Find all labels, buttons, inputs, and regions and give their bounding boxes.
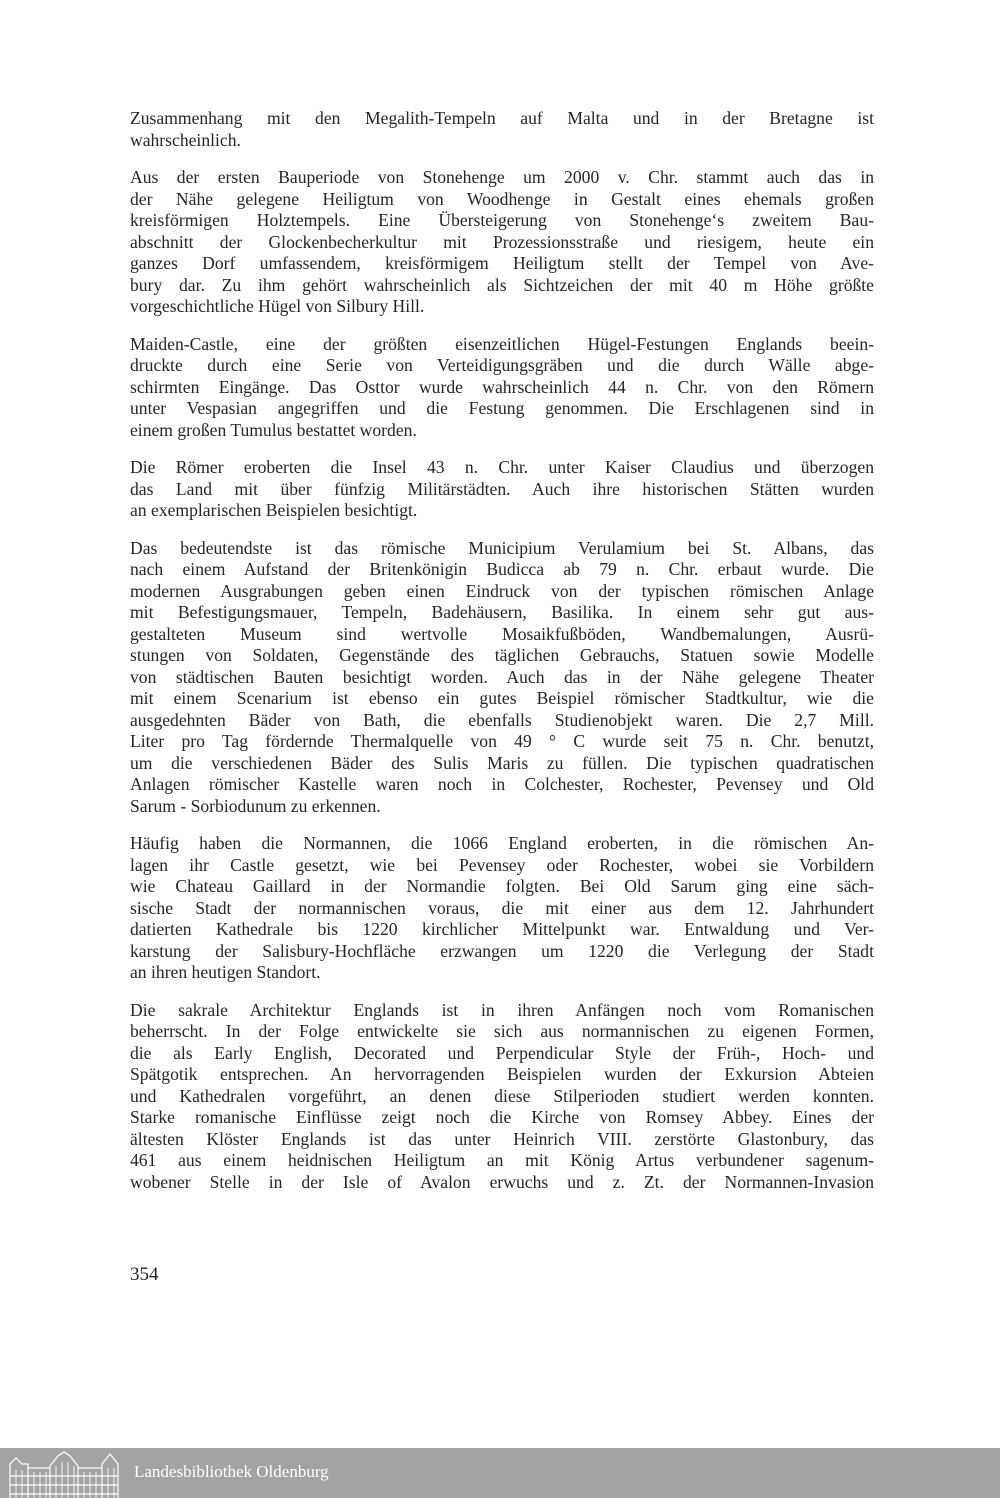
text-line: datierten Kathedrale bis 1220 kirchlicher Mittelpunkt war. Entwaldung und Ver- — [130, 919, 874, 939]
text-line: schirmten Eingänge. Das Osttor wurde wahrscheinlich 44 n. Chr. von den Römern — [130, 376, 874, 397]
text-line: die als Early English, Decorated und Perpendicular Style der Früh-, Hoch- und — [130, 1042, 874, 1063]
text-line: stungen von Soldaten, Gegenstände des täglichen Gebrauchs, Statuen sowie Modelle — [130, 645, 874, 665]
text-line: Häufig haben die Normannen, die 1066 England eroberten, in die römischen An- — [130, 833, 874, 853]
text-line: einem großen Tumulus bestattet worden. — [130, 419, 417, 440]
text-line: an exemplarischen Beispielen besichtigt. — [130, 500, 418, 520]
text-line: bury dar. Zu ihm gehört wahrscheinlich als Sichtzeichen der mit 40 m Höhe größte — [130, 274, 874, 295]
text-line: wahrscheinlich. — [130, 129, 241, 150]
text-line: 461 aus einem heidnischen Heiligtum an mit König Artus verbundener sagenum- — [130, 1150, 874, 1170]
text-line: mit Befestigungsmauer, Tempeln, Badehäusern, Basilika. In einem sehr gut aus- — [130, 602, 874, 622]
text-line: ältesten Klöster Englands ist das unter Heinrich VIII. zerstörte Glastonbury, das — [130, 1128, 874, 1149]
library-building-icon — [6, 1450, 124, 1498]
text-line: ausgedehnten Bäder von Bath, die ebenfalls Studienobjekt waren. Die 2,7 Mill. — [130, 709, 874, 730]
text-line: modernen Ausgrabungen geben einen Eindruck von der typischen römischen Anlage — [130, 580, 874, 601]
text-line: Spätgotik entsprechen. An hervorragenden Beispielen wurden der Exkursion Abteien — [130, 1064, 874, 1084]
text-line: Maiden-Castle, eine der größten eisenzeitlichen Hügel-Festungen Englands beein- — [130, 333, 874, 354]
text-line: Das bedeutendste ist das römische Municipium Verulamium bei St. Albans, das — [130, 537, 874, 558]
paragraph — [130, 538, 874, 818]
text-line: wie Chateau Gaillard in der Normandie folgten. Bei Old Sarum ging eine säch- — [130, 876, 874, 896]
text-line: nach einem Aufstand der Britenkönigin Budicca ab 79 n. Chr. erbaut wurde. Die — [130, 559, 874, 579]
text-line: Die Römer eroberten die Insel 43 n. Chr. unter Kaiser Claudius und überzogen — [130, 457, 874, 477]
text-line: gestalteten Museum sind wertvolle Mosaikfußböden, Wandbemalungen, Ausrü- — [130, 623, 874, 644]
paragraph — [130, 334, 874, 442]
text-line: lagen ihr Castle gesetzt, wie bei Pevensey oder Rochester, wobei sie Vorbildern — [130, 854, 874, 875]
page-body — [130, 108, 874, 1209]
text-line: Liter pro Tag fördernde Thermalquelle von 49 ° C wurde seit 75 n. Chr. benutzt, — [130, 731, 874, 751]
paragraph — [130, 167, 874, 318]
text-line: Starke romanische Einflüsse zeigt noch die Kirche von Romsey Abbey. Eines der — [130, 1107, 874, 1127]
text-line: ganzes Dorf umfassendem, kreisförmigem Heiligtum stellt der Tempel von Ave- — [130, 253, 874, 273]
paragraph — [130, 833, 874, 984]
text-line: von städtischen Bauten besichtigt worden. Auch das in der Nähe gelegene Theater — [130, 666, 874, 687]
text-line: an ihren heutigen Standort. — [130, 962, 321, 982]
text-line: Anlagen römischer Kastelle waren noch in Colchester, Rochester, Pevensey und Old — [130, 774, 874, 794]
text-line: der Nähe gelegene Heiligtum von Woodhenge in Gestalt eines ehemals großen — [130, 188, 874, 209]
footer-bar — [0, 1448, 1000, 1498]
text-line: beherrscht. In der Folge entwickelte sie sich aus normannischen zu eigenen Formen, — [130, 1021, 874, 1041]
text-line: mit einem Scenarium ist ebenso ein gutes Beispiel römischer Stadtkultur, wie die — [130, 688, 874, 708]
text-line: Die sakrale Architektur Englands ist in ihren Anfängen noch vom Romanischen — [130, 999, 874, 1020]
page-number: 354 — [130, 1264, 159, 1285]
text-line: Aus der ersten Bauperiode von Stonehenge um 2000 v. Chr. stammt auch das in — [130, 167, 874, 187]
text-line: abschnitt der Glockenbecherkultur mit Prozessionsstraße und riesigem, heute ein — [130, 231, 874, 252]
text-line: sische Stadt der normannischen voraus, die mit einer aus dem 12. Jahrhundert — [130, 897, 874, 918]
text-line: um die verschiedenen Bäder des Sulis Maris zu füllen. Die typischen quadratischen — [130, 752, 874, 773]
text-line: wobener Stelle in der Isle of Avalon erwuchs und z. Zt. der Normannen-Invasion — [130, 1171, 874, 1192]
library-name: Landesbibliothek Oldenburg — [134, 1462, 329, 1481]
paragraph — [130, 457, 874, 522]
text-line: Sarum - Sorbiodunum zu erkennen. — [130, 795, 381, 816]
text-line: kreisförmigen Holztempels. Eine Übersteigerung von Stonehenge‘s zweitem Bau- — [130, 210, 874, 230]
paragraph — [130, 108, 874, 151]
text-line: druckte durch eine Serie von Verteidigungsgräben und die durch Wälle abge- — [130, 355, 874, 375]
text-line: karstung der Salisbury-Hochfläche erzwangen um 1220 die Verlegung der Stadt — [130, 940, 874, 961]
text-line: vorgeschichtliche Hügel von Silbury Hill. — [130, 296, 425, 316]
text-line: das Land mit über fünfzig Militärstädten. Auch ihre historischen Stätten wurden — [130, 478, 874, 499]
text-line: und Kathedralen vorgeführt, an denen diese Stilperioden studiert werden konnten. — [130, 1085, 874, 1106]
text-line: unter Vespasian angegriffen und die Festung genommen. Die Erschlagenen sind in — [130, 398, 874, 418]
paragraph — [130, 1000, 874, 1194]
text-line: Zusammenhang mit den Megalith-Tempeln auf Malta und in der Bretagne ist — [130, 108, 874, 128]
